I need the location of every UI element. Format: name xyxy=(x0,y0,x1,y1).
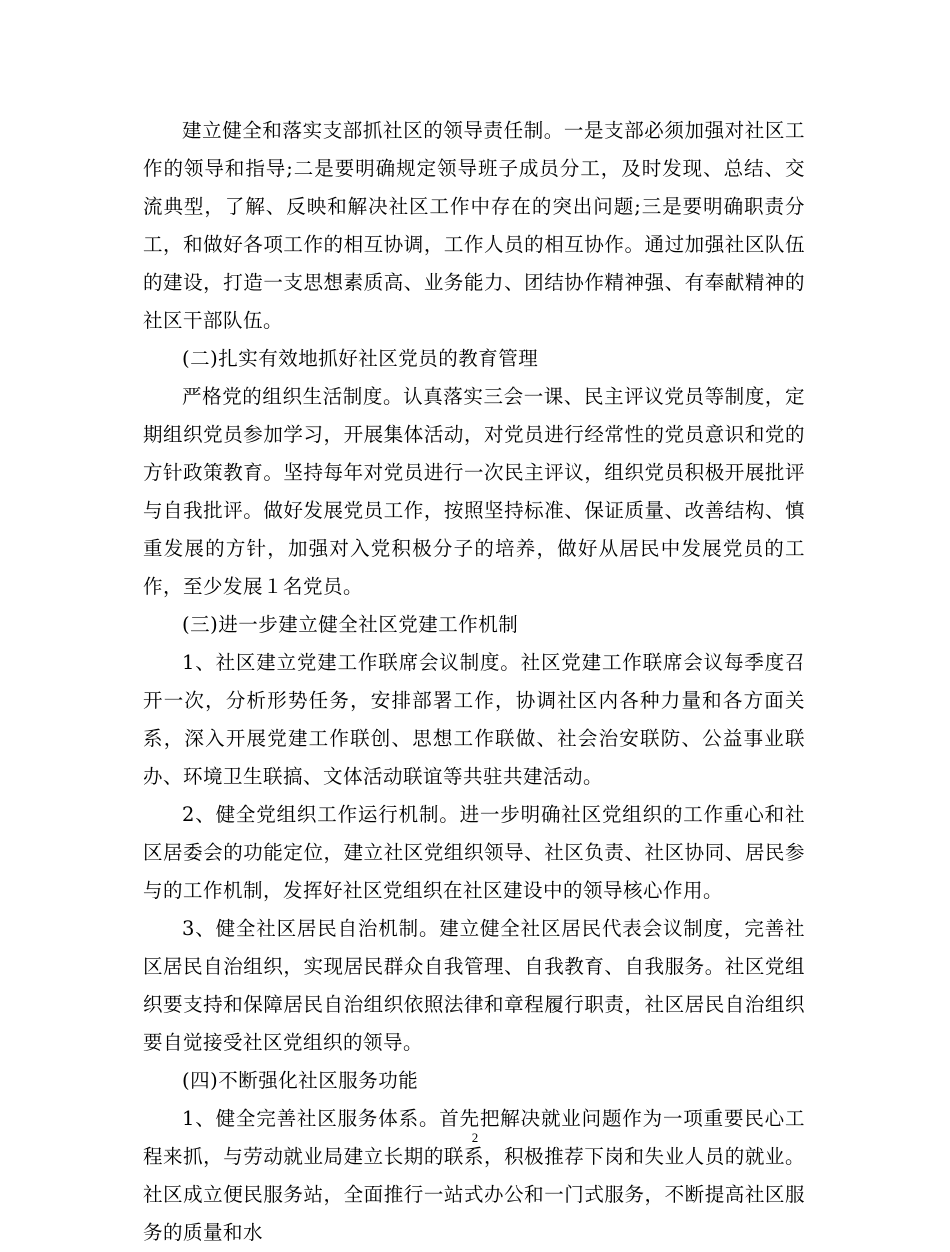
section-heading-2: (二)扎实有效地抓好社区党员的教育管理 xyxy=(182,347,539,370)
paragraph-joint-meeting: 1、社区建立党建工作联席会议制度。社区党建工作联席会议每季度召开一次，分析形势任务，安排部署工作，协调社区内各种力量和各方面关系，深入开展党建工作联创、思想工作联做、社会治安联防、公益事业联办、环境卫生联搞、文体活动联谊等共驻共建活动。 xyxy=(143,651,805,788)
document-body xyxy=(143,112,805,1252)
paragraph-party-education: 严格党的组织生活制度。认真落实三会一课、民主评议党员等制度，定期组织党员参加学习，开展集体活动，对党员进行经常性的党员意识和党的方针政策教育。坚持每年对党员进行一次民主评议，组织党员积极开展批评与自我批评。做好发展党员工作，按照坚持标准、保证质量、改善结构、慎重发展的方针，加强对入党积极分子的培养，做好从居民中发展党员的工作，至少发展１名党员。 xyxy=(143,385,805,598)
paragraph-service-system: 1、健全完善社区服务体系。首先把解决就业问题作为一项重要民心工程来抓，与劳动就业局建立长期的联系，积极推荐下岗和失业人员的就业。社区成立便民服务站，全面推行一站式办公和一门式服务，不断提高社区服务的质量和水 xyxy=(143,1107,805,1244)
section-heading-4: (四)不断强化社区服务功能 xyxy=(182,1069,419,1092)
page-number: 2 xyxy=(471,1130,479,1145)
paragraph-resident-autonomy: 3、健全社区居民自治机制。建立健全社区居民代表会议制度，完善社区居民自治组织，实现居民群众自我管理、自我教育、自我服务。社区党组织要支持和保障居民自治组织依照法律和章程履行职责，社区居民自治组织要自觉接受社区党组织的领导。 xyxy=(143,917,805,1054)
section-heading-3: (三)进一步建立健全社区党建工作机制 xyxy=(182,613,519,636)
paragraph-leadership-responsibility: 建立健全和落实支部抓社区的领导责任制。一是支部必须加强对社区工作的领导和指导;二是要明确规定领导班子成员分工，及时发现、总结、交流典型，了解、反映和解决社区工作中存在的突出问题;三是要明确职责分工，和做好各项工作的相互协调，工作人员的相互协作。通过加强社区队伍的建设，打造一支思想素质高、业务能力、团结协作精神强、有奉献精神的社区干部队伍。 xyxy=(143,119,805,332)
paragraph-operation-mechanism: 2、健全党组织工作运行机制。进一步明确社区党组织的工作重心和社区居委会的功能定位，建立社区党组织领导、社区负责、社区协同、居民参与的工作机制，发挥好社区党组织在社区建设中的领导核心作用。 xyxy=(143,803,805,902)
